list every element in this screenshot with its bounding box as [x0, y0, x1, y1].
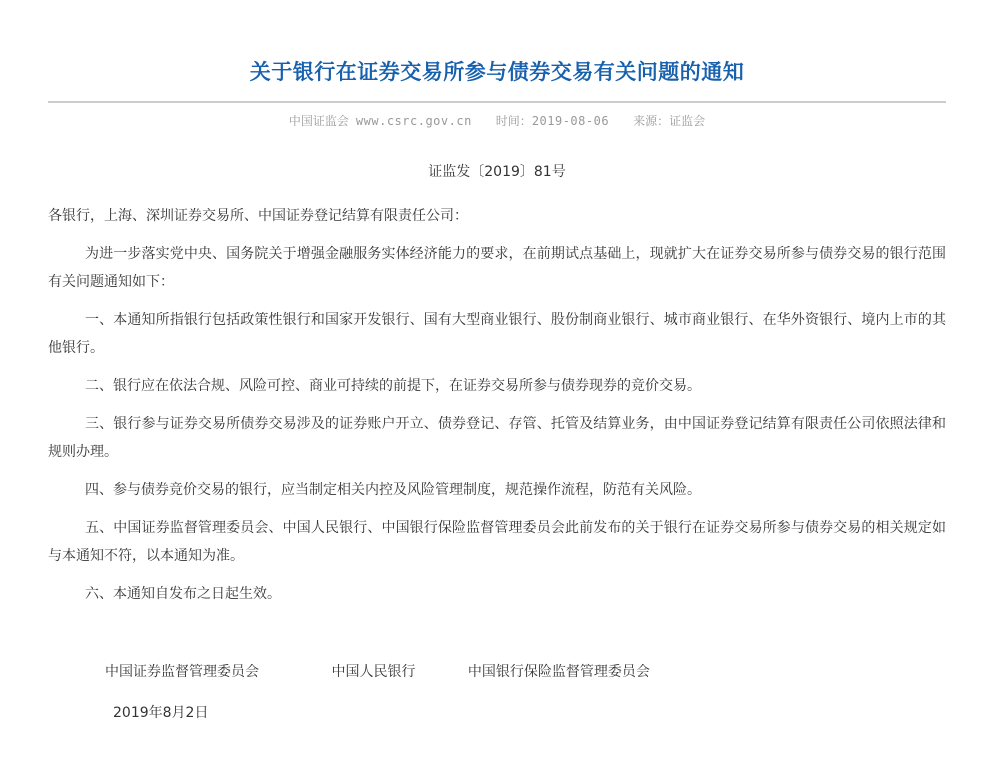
header-divider [48, 101, 946, 103]
paragraph-intro: 为进一步落实党中央、国务院关于增强金融服务实体经济能力的要求，在前期试点基础上，现就扩大在证券交易所参与债券交易的银行范围有关问题通知如下： [48, 246, 946, 290]
meta-source-url: www.csrc.gov.cn [355, 114, 472, 128]
paragraph-item-6: 六、本通知自发布之日起生效。 [85, 586, 281, 602]
meta-origin-value: 证监会 [669, 114, 706, 128]
signature-block [48, 658, 946, 686]
notice-body [48, 202, 946, 608]
meta-line [0, 113, 994, 129]
paragraph-item-5: 五、中国证券监督管理委员会、中国人民银行、中国银行保险监督管理委员会此前发布的关于银行在证券交易所参与债券交易的相关规定如与本通知不符，以本通知为准。 [48, 520, 946, 564]
paragraph-item-2: 二、银行应在依法合规、风险可控、商业可持续的前提下，在证券交易所参与债券现券的竞价交易。 [85, 378, 701, 394]
issue-date: 2019年8月2日 [113, 705, 209, 721]
meta-time-value: 2019-08-06 [531, 114, 610, 128]
meta-time-label: 时间： [495, 114, 532, 128]
paragraph-item-4: 四、参与债券竞价交易的银行，应当制定相关内控及风险管理制度，规范操作流程，防范有关风险。 [85, 482, 701, 498]
signature-pboc: 中国人民银行 [331, 664, 416, 680]
page-title: 关于银行在证券交易所参与债券交易有关问题的通知 [249, 60, 745, 84]
paragraph-item-1: 一、本通知所指银行包括政策性银行和国家开发银行、国有大型商业银行、股份制商业银行、城市商业银行、在华外资银行、境内上市的其他银行。 [48, 312, 946, 356]
meta-origin-label: 来源： [633, 114, 670, 128]
article-header [0, 57, 994, 129]
document-number: 证监发〔2019〕81号 [428, 164, 566, 180]
paragraph-item-3: 三、银行参与证券交易所债券交易涉及的证券账户开立、债券登记、存管、托管及结算业务，由中国证券登记结算有限责任公司依照法律和规则办理。 [48, 416, 946, 460]
signature-csrc: 中国证券监督管理委员会 [105, 664, 259, 680]
meta-source-name: 中国证监会 [288, 114, 349, 128]
signature-cbirc: 中国银行保险监督管理委员会 [467, 664, 650, 680]
salutation: 各银行，上海、深圳证券交易所、中国证券登记结算有限责任公司： [48, 208, 468, 224]
